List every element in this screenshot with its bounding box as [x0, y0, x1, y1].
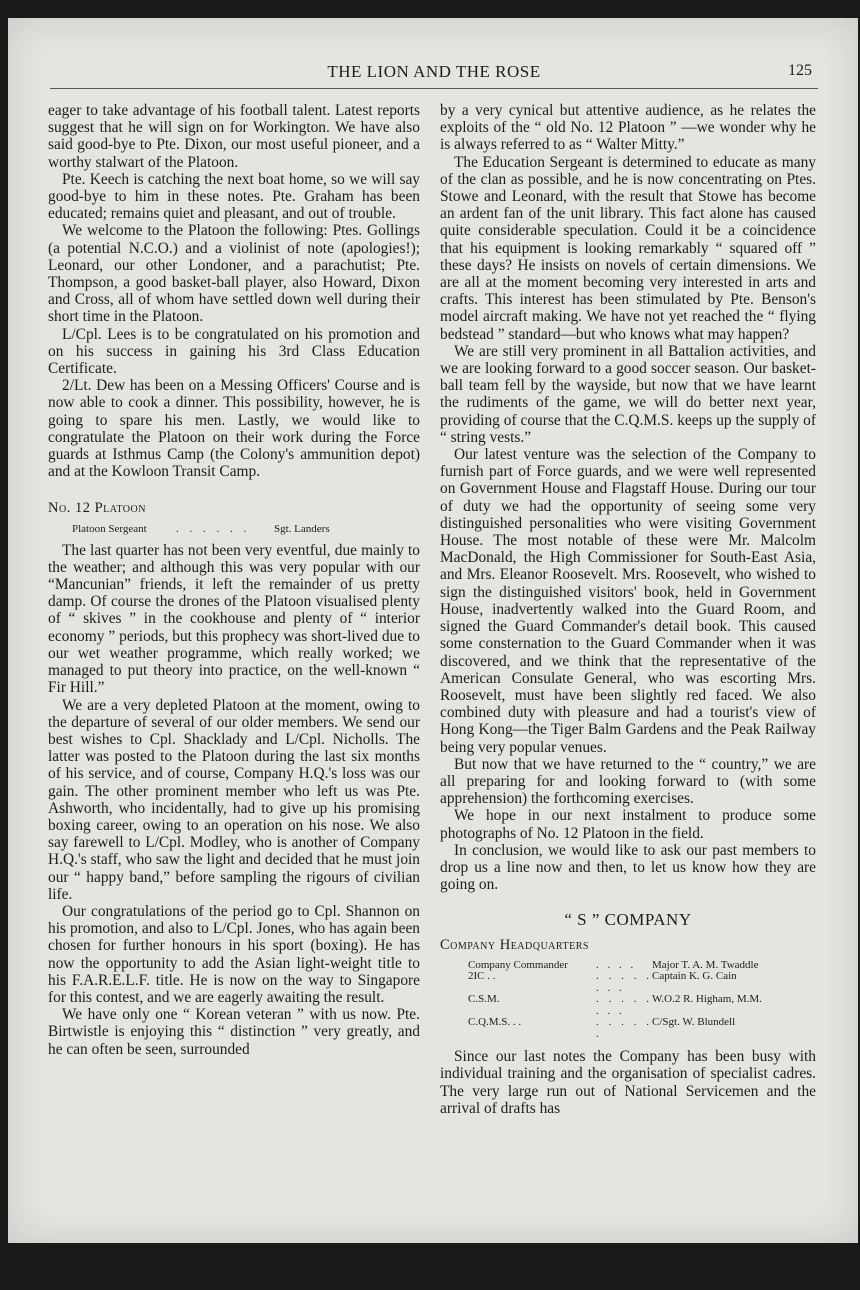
page [8, 18, 858, 1243]
paragraph: The Education Sergeant is determined to educate as many of the clan as possible, and he is now concentrating on Ptes. Stowe and Leonard, with the result that Stowe has become an ardent fan of the unit library. This fact alone has caused quite considerable speculation. Could it be a coincidence that his equipment is looking remarkably “ squared off ” these days? He insists on novels of certain dimensions. We are all at the moment becoming very interested in arts and crafts. This interest has been stimulated by Pte. Benson's model aircraft making. We have not yet reached the “ flying bedstead ” standard—but who knows what may happen? [440, 153, 816, 343]
hq-row [468, 994, 816, 1017]
paragraph: In conclusion, we would like to ask our past members to drop us a line now and then, to let us know how they are going on. [440, 841, 816, 894]
left-column [48, 102, 420, 1058]
paragraph: Our latest venture was the selection of the Company to furnish part of Force guards, and we were well represented on Government House and Flagstaff House. During our tour of duty we had the opportunity of seeing some very distinguished personalities who were visiting Government House. The most notable of these were Mr. Malcolm MacDonald, the High Commissioner for South-East Asia, and Mrs. Eleanor Roosevelt. Mrs. Roosevelt, who wished to sign the distinguished visitors' book, held in Government House, inadvertently walked into the Guard Room, and signed the Guard Commander's detail book. This caused some consternation to the Guard Commander when it was discovered, and we think that the representative of the American Consulate General, who was escorting Mrs. Roosevelt, must have been slightly red faced. We also combined duty with pleasure and had a tourist's view of Hong Kong—the Tiger Balm Gardens and the Peak Railway being very popular venues. [440, 446, 816, 756]
hq-appointments [468, 960, 816, 1041]
hq-role: 2IC . . [468, 970, 496, 983]
appointment-role: Platoon Sergeant [72, 522, 147, 535]
paragraph: Since our last notes the Company has been busy with individual training and the organisation of specialist cadres. The very large run out of National Servicemen and the arrival of drafts has [440, 1048, 816, 1117]
right-column [440, 102, 816, 1117]
leader-dots: . . . . [596, 958, 637, 971]
paragraph: Our congratulations of the period go to Cpl. Shannon on his promotion, and also to L/Cpl. Jones, who has again been chosen for further honours in his sport (boxing). He has now the opportunity to add the Asian light-weight title to his F.A.R.E.L.F. title. He is now on the way to Singapore for this contest, and we are eagerly awaiting the result. [48, 902, 420, 1006]
hq-heading: Company Headquarters [440, 936, 589, 953]
platoon-heading: No. 12 Platoon [48, 500, 146, 517]
paragraph: L/Cpl. Lees is to be congratulated on his promotion and on his success in gaining his 3rd Class Education Certificate. [48, 325, 420, 378]
paragraph: by a very cynical but attentive audience, as he relates the exploits of the “ old No. 12 Platoon ” —we wonder why he is always referred to as “ Walter Mitty.” [440, 102, 816, 154]
paragraph: We are still very prominent in all Battalion activities, and we are looking forward to a good soccer season. Our basket-ball team fell by the wayside, but now that we have learnt the rudiments of the game, we will do better next year, providing of course that the C.Q.M.S. keeps up the supply of “ string vests.” [440, 342, 816, 446]
hq-name: Captain K. G. Cain [652, 970, 737, 983]
leader-dots: . . . . . . [596, 1016, 652, 1040]
paragraph: But now that we have returned to the “ country,” we are all preparing for and looking forward to (with some apprehension) the forthcoming exercises. [440, 755, 816, 808]
leader-dots: . . . . . . [176, 522, 251, 535]
hq-name: C/Sgt. W. Blundell [652, 1016, 736, 1029]
hq-role: C.Q.M.S. . . [468, 1016, 522, 1029]
hq-name: Major T. A. M. Twaddle [652, 958, 759, 971]
running-header [50, 62, 818, 89]
paragraph: Pte. Keech is catching the next boat home, so we will say good-bye to him in these notes. Pte. Graham has been educated; remains quiet and pleasant, and out of trouble. [48, 170, 420, 223]
paragraph: We are a very depleted Platoon at the moment, owing to the departure of several of our older members. We send our best wishes to Cpl. Shacklady and L/Cpl. Nicholls. The latter was posted to the Platoon during the last six months of his service, and of course, Company H.Q.'s loss was our gain. The other prominent member who left us was Pte. Ashworth, who incidentally, had to give up his promising boxing career, owing to an operation on his nose. We also say farewell to L/Cpl. Modley, who is another of Company H.Q.'s staff, who saw the light and decided that he must join our “ happy band,” before sampling the rigours of civilian life. [48, 696, 420, 903]
running-title: THE LION AND THE ROSE [327, 62, 541, 81]
paragraph: We have only one “ Korean veteran ” with us now. Pte. Birtwistle is enjoying this “ distinction ” very greatly, and he can often be seen, surrounded [48, 1006, 420, 1058]
hq-row [468, 1017, 816, 1040]
platoon-sergeant-line [72, 522, 420, 536]
appointment-name: Sgt. Landers [274, 522, 330, 535]
paragraph: 2/Lt. Dew has been on a Messing Officers' Course and is now able to cook a dinner. This possibility, however, he is going to spare his men. Lastly, we would like to congratulate the Platoon on their work during the Force guards at Isthmus Camp (the Colony's ammunition depot) and at the Kowloon Transit Camp. [48, 377, 420, 481]
leader-dots: . . . . . . . . [596, 993, 652, 1017]
hq-name: W.O.2 R. Higham, M.M. [652, 993, 762, 1006]
paragraph: The last quarter has not been very eventful, due mainly to the weather; and although this was very popular with our “Mancunian” friends, it left the remainder of us pretty damp. Of course the drones of the Platoon visualised plenty of “ skives ” in the cookhouse and plenty of “ interior economy ” periods, but this prophecy was short-lived due to our wet weather programme, which really worked; we managed to put theory into practice, on the well-known “ Fir Hill.” [48, 541, 420, 697]
company-title: “ S ” COMPANY [564, 910, 692, 930]
paragraph: We hope in our next instalment to produce some photographs of No. 12 Platoon in the field. [440, 807, 816, 842]
hq-role: C.S.M. [468, 993, 500, 1006]
hq-row [468, 971, 816, 994]
page-number: 125 [788, 62, 812, 79]
leader-dots: . . . . . . . . [596, 970, 652, 994]
paragraph: eager to take advantage of his football talent. Latest reports suggest that he will sign on for Workington. We have also said good-bye to Pte. Dixon, our most useful pioneer, and a worthy stalwart of the Platoon. [48, 102, 420, 171]
paragraph: We welcome to the Platoon the following: Ptes. Gollings (a potential N.C.O.) and a violinist of note (apologies!); Leonard, our other Londoner, and a parachutist; Pte. Thompson, a good basket-ball player, also Howard, Dixon and Cross, all of whom have settled down well during their short time in the Platoon. [48, 222, 420, 326]
hq-role: Company Commander [468, 958, 568, 971]
